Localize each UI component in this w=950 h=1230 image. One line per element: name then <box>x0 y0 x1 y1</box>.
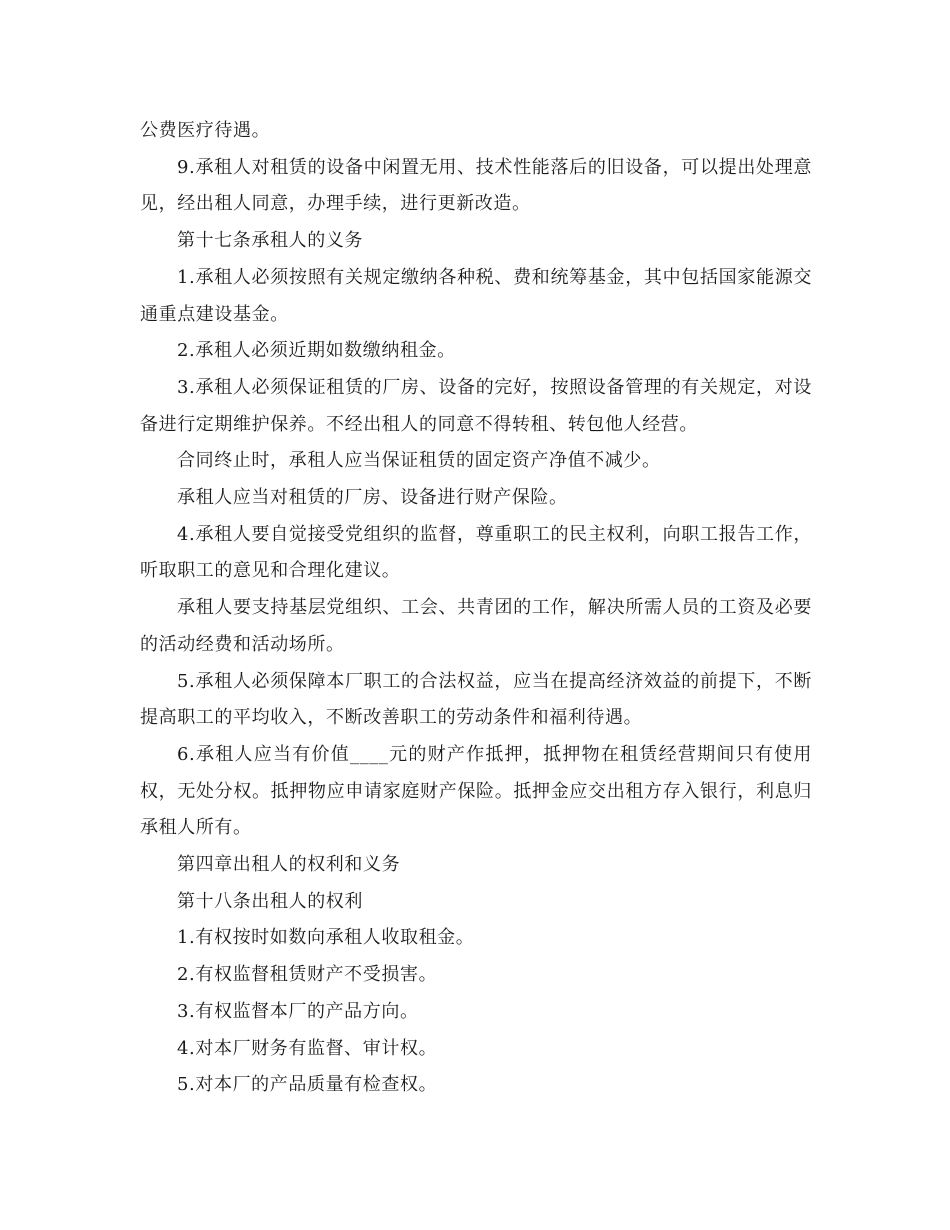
paragraph: 2.有权监督租赁财产不受损害。 <box>177 964 438 986</box>
paragraph: 5.承租人必须保障本厂职工的合法权益，应当在提高经济效益的前提下，不断提高职工的平均收入，不断改善职工的劳动条件和福利待遇。 <box>140 670 812 729</box>
paragraph: 4.承租人要自觉接受党组织的监督，尊重职工的民主权利，向职工报告工作，听取职工的意见和合理化建议。 <box>140 523 812 582</box>
paragraph: 公费医疗待遇。 <box>140 120 271 141</box>
document-body <box>140 113 812 1104</box>
paragraph: 9.承租人对租赁的设备中闲置无用、技术性能落后的旧设备，可以提出处理意见，经出租人同意，办理手续，进行更新改造。 <box>140 156 812 215</box>
paragraph: 1.有权按时如数向承租人收取租金。 <box>177 927 475 949</box>
paragraph: 合同终止时，承租人应当保证租赁的固定资产净值不减少。 <box>177 450 661 472</box>
paragraph: 4.对本厂财务有监督、审计权。 <box>177 1037 438 1059</box>
paragraph: 3.有权监督本厂的产品方向。 <box>177 1000 419 1022</box>
paragraph: 承租人应当对租赁的厂房、设备进行财产保险。 <box>177 487 568 509</box>
chapter-heading: 第四章出租人的权利和义务 <box>177 854 401 876</box>
paragraph: 5.对本厂的产品质量有检查权。 <box>177 1074 438 1096</box>
paragraph: 6.承租人应当有价值____元的财产作抵押，抵押物在租赁经营期间只有使用权，无处分权。抵押物应申请家庭财产保险。抵押金应交出租方存入银行，利息归承租人所有。 <box>140 743 812 839</box>
section-heading: 第十八条出租人的权利 <box>177 890 363 912</box>
paragraph: 承租人要支持基层党组织、工会、共青团的工作，解决所需人员的工资及必要的活动经费和活动场所。 <box>140 597 812 655</box>
paragraph: 2.承租人必须近期如数缴纳租金。 <box>177 340 456 362</box>
section-heading: 第十七条承租人的义务 <box>177 230 363 252</box>
paragraph: 1.承租人必须按照有关规定缴纳各种税、费和统筹基金，其中包括国家能源交通重点建设基金。 <box>140 266 812 325</box>
paragraph: 3.承租人必须保证租赁的厂房、设备的完好，按照设备管理的有关规定，对设备进行定期维护保养。不经出租人的同意不得转租、转包他人经营。 <box>140 376 812 435</box>
